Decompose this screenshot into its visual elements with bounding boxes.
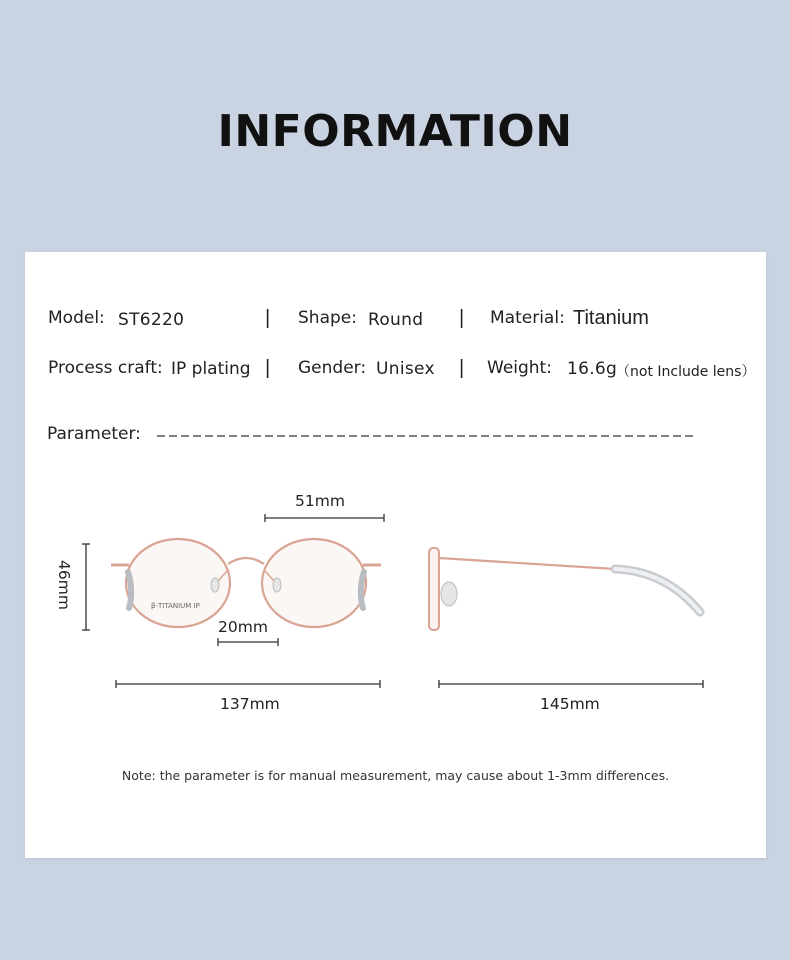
lens-height-label: 46mm [55,560,73,610]
gender-value: Unisex [376,359,435,379]
temple-tip-right [361,572,364,608]
lens-print: β-TITANIUM IP [151,602,200,610]
weight-value: 16.6g [567,359,618,379]
lens-width-label: 51mm [295,492,345,510]
weight-label: Weight: [487,358,552,378]
material-value: Titanium [573,307,649,329]
craft-value: IP plating [171,359,251,379]
separator: | [459,307,465,329]
weight-note: （not Include lens） [616,364,756,380]
model-value: ST6220 [118,310,185,330]
gender-label: Gender: [298,358,367,378]
parameter-label: Parameter: [47,424,141,444]
info-card [25,252,766,858]
shape-value: Round [368,310,424,330]
page-title: INFORMATION [217,106,573,157]
temple-tip-left [128,572,131,608]
separator: | [265,357,271,379]
temple-length-label: 145mm [540,695,600,713]
glasses-front-view [111,539,381,627]
nose-pad-left [211,578,219,592]
model-label: Model: [48,308,105,328]
nose-pad-right [273,578,281,592]
bridge-label: 20mm [218,618,268,636]
shape-label: Shape: [298,308,357,328]
separator: | [265,307,271,329]
craft-label: Process craft: [48,358,163,378]
material-label: Material: [490,308,565,328]
separator: | [459,357,465,379]
measurement-note: Note: the parameter is for manual measurement, may cause about 1-3mm differences. [121,768,670,783]
glasses-side-view [429,548,700,630]
frame-width-label: 137mm [220,695,280,713]
